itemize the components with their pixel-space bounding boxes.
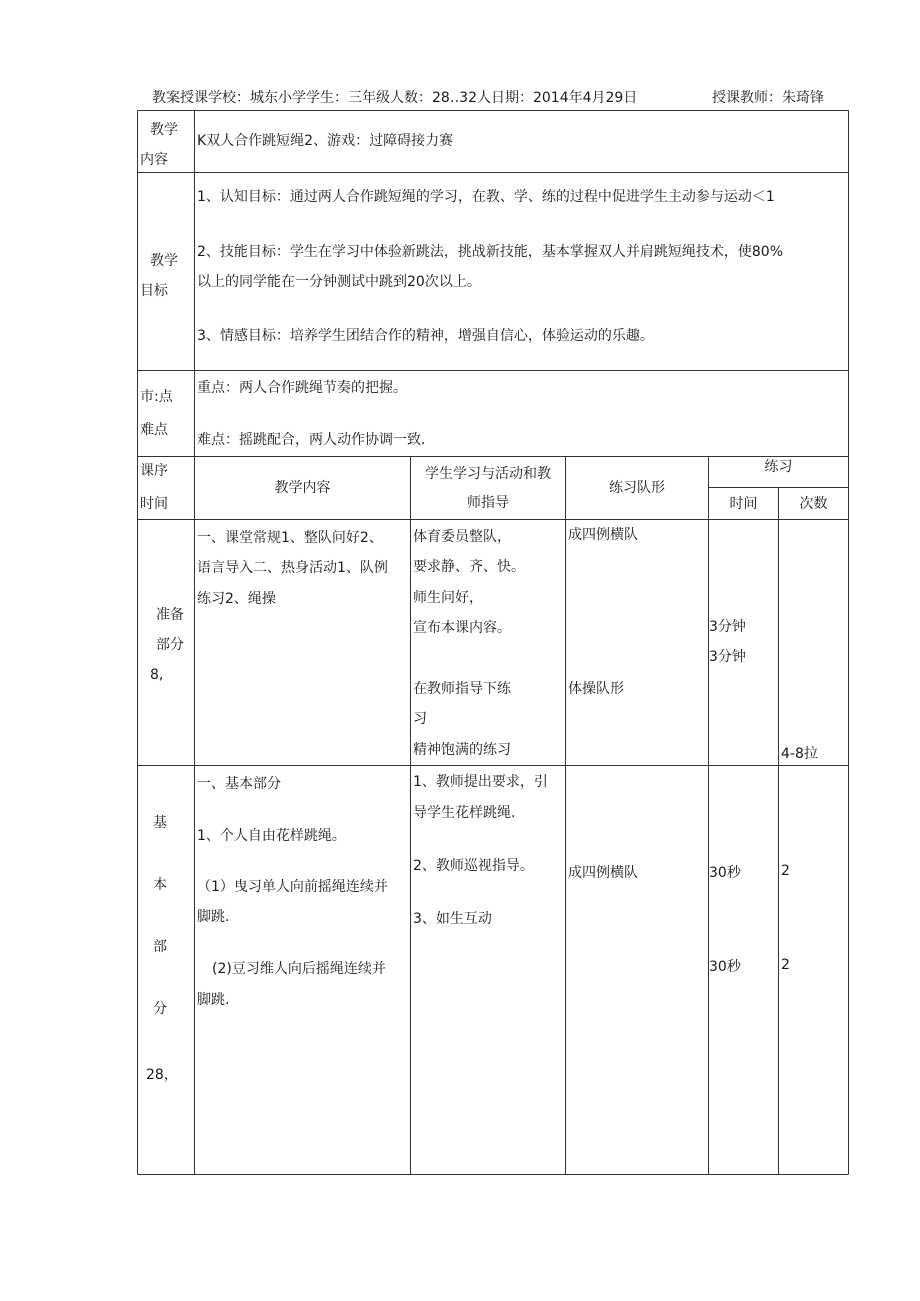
header-order-2: 时间	[140, 496, 168, 512]
prep-time-1: 3分钟	[709, 619, 746, 635]
prep-activity-item: 宣布本课内容。	[413, 620, 511, 636]
difficulty-point: 难点：摇跳配合，两人动作协调一致.	[197, 432, 426, 448]
header-practice: 练习	[764, 459, 793, 475]
lesson-info: 教案授课学校：城东小学学生：三年级人数：28‥32人日期：2014年4月29日	[152, 90, 638, 106]
basic-time-2: 30秒	[709, 959, 741, 975]
basic-count-1: 2	[781, 863, 790, 879]
basic-label-2: 本	[153, 877, 167, 893]
key-point: 重点：两人合作跳绳节奏的把握。	[197, 380, 407, 396]
prep-activity-item: 习	[413, 711, 427, 727]
prep-label-1: 准备	[156, 607, 184, 623]
prep-label-2: 部分	[156, 637, 184, 653]
basic-item-2-line1: (2)豆习维人向后摇绳连续并	[212, 961, 386, 977]
header-formation: 练习队形	[609, 480, 665, 496]
basic-activity-2: 2、教师巡视指导。	[413, 858, 534, 874]
basic-activity-1-line1: 1、教师提出要求，引	[413, 774, 548, 790]
basic-activity-3: 3、如生互动	[413, 911, 492, 927]
basic-count-2: 2	[781, 957, 790, 973]
basic-content-sub: 1、个人自由花样跳绳。	[197, 828, 346, 844]
content-text: K双人合作跳短绳2、游戏：过障碍接力赛	[197, 133, 454, 149]
prep-activity-item: 在教师指导下练	[413, 681, 511, 697]
header-activity-2: 师指导	[467, 495, 509, 511]
header-time: 时间	[729, 496, 758, 512]
key-label-2: 难点	[140, 422, 168, 438]
prep-label-3: 8,	[150, 667, 164, 683]
content-label-2: 内容	[140, 152, 168, 168]
basic-content-title: 一、基本部分	[197, 776, 281, 792]
basic-label-5: 28，	[146, 1067, 178, 1083]
basic-item-1-line1: （1）曳习单人向前摇绳连续并	[197, 879, 388, 895]
prep-activity-item: 体育委员整队，	[413, 529, 511, 545]
prep-activity-item: 精神饱满的练习	[413, 742, 511, 758]
goal-skill-line2: 以上的同学能在一分钟测试中跳到20次以上。	[197, 274, 481, 290]
prep-content-line1: 一、课堂常规1、整队问好2、	[197, 530, 383, 546]
basic-label-3: 部	[153, 939, 167, 955]
key-label-1: 市:点	[140, 389, 173, 405]
header-count: 次数	[799, 496, 828, 512]
header-order-1: 课序	[140, 463, 168, 479]
prep-content-line2: 语言导入二、热身活动1、队例	[197, 560, 388, 576]
basic-time-1: 30秒	[709, 865, 741, 881]
prep-count: 4-8拉	[781, 746, 818, 762]
prep-content-line3: 练习2、绳操	[197, 591, 276, 607]
prep-time-2: 3分钟	[709, 649, 746, 665]
prep-activity-item: 要求静、齐、快。	[413, 559, 525, 575]
prep-activity-item: 师生问好，	[413, 590, 483, 606]
basic-label-4: 分	[153, 1001, 167, 1017]
basic-label-1: 基	[153, 815, 167, 831]
goals-label-1: 教学	[150, 253, 178, 269]
basic-formation: 成四例横队	[568, 865, 638, 881]
goal-skill-line1: 2、技能目标：学生在学习中体验新跳法，挑战新技能，基本掌握双人并肩跳短绳技术，使80%	[197, 244, 784, 260]
basic-item-2-line2: 脚跳.	[197, 992, 230, 1008]
goals-label-2: 目标	[140, 283, 168, 299]
header-content: 教学内容	[274, 480, 331, 496]
goal-cognitive: 1、认知目标：通过两人合作跳短绳的学习，在教、学、练的过程中促进学生主动参与运动＜1	[197, 189, 775, 205]
goal-affective: 3、情感目标：培养学生团结合作的精神，增强自信心，体验运动的乐趣。	[197, 328, 654, 344]
prep-formation-1: 成四例横队	[568, 527, 638, 543]
teacher-name: 授课教师：朱琦锋	[712, 90, 824, 106]
content-label-1: 教学	[150, 122, 178, 138]
prep-formation-2: 体操队形	[568, 681, 624, 697]
header-activity-1: 学生学习与活动和教	[425, 466, 551, 482]
basic-item-1-line2: 脚跳.	[197, 909, 230, 925]
basic-activity-1-line2: 导学生花样跳绳.	[413, 805, 516, 821]
